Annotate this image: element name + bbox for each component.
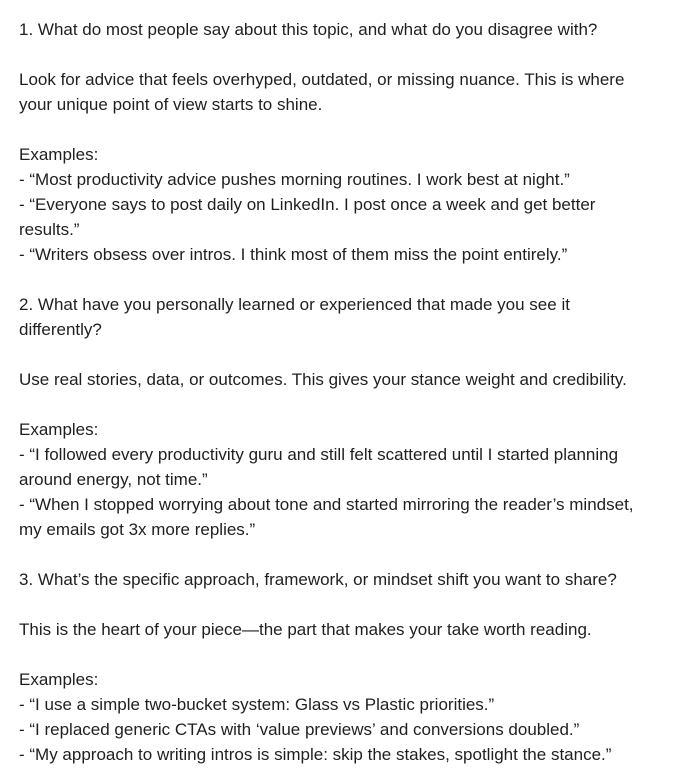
spacer bbox=[19, 642, 657, 667]
section-3 bbox=[19, 567, 657, 767]
section-description: Use real stories, data, or outcomes. This gives your stance weight and credibility. bbox=[19, 370, 627, 389]
example-item: - “Everyone says to post daily on LinkedIn. I post once a week and get better results.” bbox=[19, 195, 601, 239]
spacer bbox=[19, 267, 657, 292]
section-question: 1. What do most people say about this topic, and what do you disagree with? bbox=[19, 20, 598, 39]
spacer bbox=[19, 542, 657, 567]
spacer bbox=[19, 392, 657, 417]
example-item: - “I followed every productivity guru and still felt scattered until I started planning around energy, not time.” bbox=[19, 445, 623, 489]
example-item: - “Most productivity advice pushes morning routines. I work best at night.” bbox=[19, 170, 570, 189]
spacer bbox=[19, 117, 657, 142]
example-item: - “My approach to writing intros is simple: skip the stakes, spotlight the stance.” bbox=[19, 745, 612, 764]
examples-label: Examples: bbox=[19, 670, 99, 689]
examples-label: Examples: bbox=[19, 420, 99, 439]
section-1 bbox=[19, 17, 657, 267]
section-description: This is the heart of your piece—the part that makes your take worth reading. bbox=[19, 620, 592, 639]
example-item: - “When I stopped worrying about tone and started mirroring the reader’s mindset, my emails got 3x more replies.” bbox=[19, 495, 639, 539]
spacer bbox=[19, 592, 657, 617]
section-2 bbox=[19, 292, 657, 542]
section-question: 3. What’s the specific approach, framework, or mindset shift you want to share? bbox=[19, 570, 617, 589]
section-question: 2. What have you personally learned or experienced that made you see it differently? bbox=[19, 295, 575, 339]
spacer bbox=[19, 42, 657, 67]
spacer bbox=[19, 342, 657, 367]
example-item: - “I replaced generic CTAs with ‘value previews’ and conversions doubled.” bbox=[19, 720, 580, 739]
example-item: - “Writers obsess over intros. I think most of them miss the point entirely.” bbox=[19, 245, 568, 264]
example-item: - “I use a simple two-bucket system: Glass vs Plastic priorities.” bbox=[19, 695, 495, 714]
section-description: Look for advice that feels overhyped, outdated, or missing nuance. This is where your unique point of view starts to shine. bbox=[19, 70, 630, 114]
examples-label: Examples: bbox=[19, 145, 99, 164]
